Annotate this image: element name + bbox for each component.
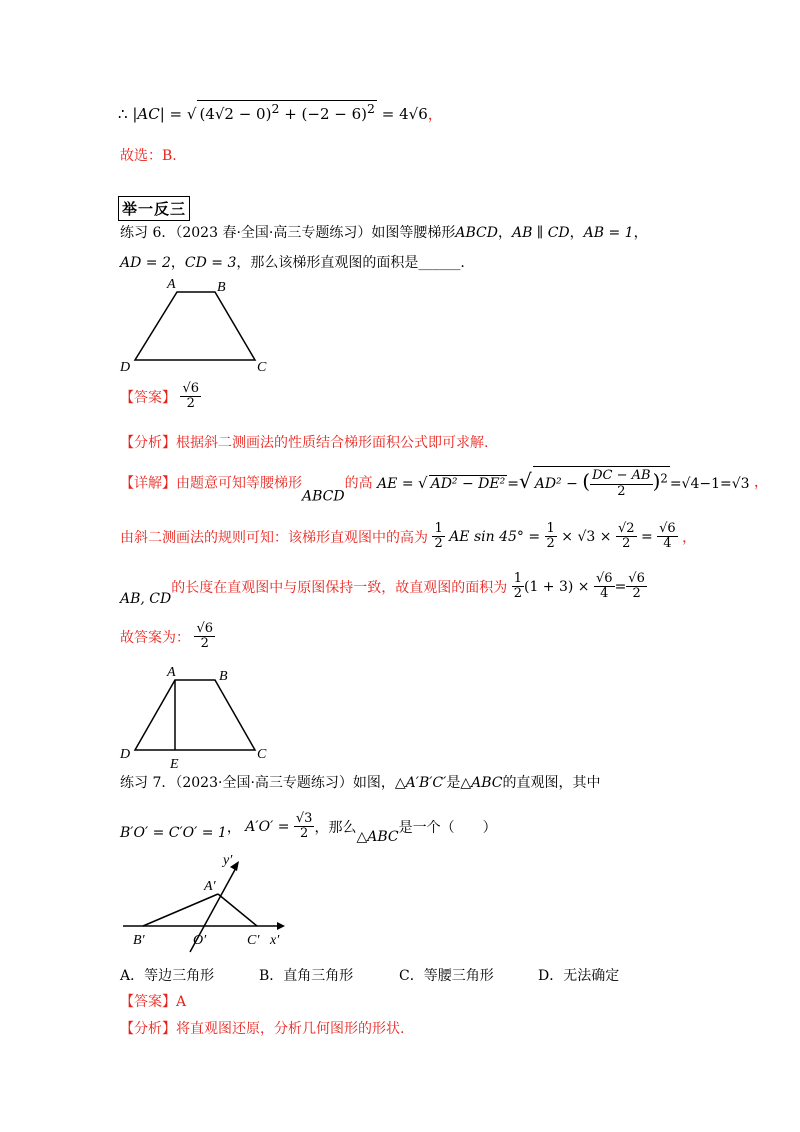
dc-ab: DC − AB: [592, 468, 651, 484]
answer-num: √6: [182, 381, 200, 396]
answer-blank: ______.: [418, 255, 465, 271]
ex6-question-line1: [120, 222, 648, 242]
ex6-parallel: AB ∥ CD: [511, 225, 570, 241]
side-ac: [218, 894, 257, 926]
sep: ，: [497, 225, 512, 241]
section-title: 举一反三: [118, 196, 190, 221]
vertex-b-prime-label: B′: [133, 933, 145, 948]
vertex-d-label: D: [120, 360, 131, 375]
detail-text2: 的高: [344, 475, 373, 492]
analysis-label: 【分析】: [120, 435, 176, 451]
line3-formula: [512, 571, 647, 602]
ac-formula-line: ∴ |AC| = √ $(4√2 - 0)^2 + (-2 - 6)^2 = 4√6$，: [118, 101, 443, 123]
sep: ，: [569, 225, 584, 241]
sqrt6-num: √6: [659, 521, 676, 536]
answer-value: A: [176, 994, 187, 1010]
comma: ，: [427, 105, 443, 123]
ex7-text3: 的直观图，其中: [502, 775, 601, 791]
sep: ，: [633, 225, 648, 241]
ac-length: |AC|: [132, 105, 165, 123]
half-num: 1: [434, 521, 443, 536]
ex7-source: （2023·全国·高三专题练习）: [175, 775, 353, 791]
radicand-term-1: 4√2 − 0: [205, 105, 266, 123]
option-c[interactable]: C．等腰三角形: [399, 968, 494, 984]
ex7-label: 练习 7．: [120, 775, 176, 791]
origin-o-prime-label: O′: [193, 933, 207, 948]
ex7-text5: 是一个（ ）: [398, 819, 497, 836]
x-axis-arrow: [277, 922, 285, 930]
final-den: 2: [632, 586, 641, 602]
ao-den: 2: [300, 826, 309, 842]
ao-num: √3: [295, 811, 313, 826]
ex6-text1: 如图等腰梯形: [371, 225, 456, 241]
detail-text1: 由题意可知等腰梯形: [176, 475, 302, 492]
ae-sin: AE sin 45° =: [449, 528, 541, 545]
vertex-a-label: A: [167, 665, 176, 680]
trapezoid-shape: [135, 292, 255, 360]
tri-prime: △A′B′C′: [394, 775, 447, 791]
ex6-detail-line1: [120, 466, 768, 504]
trapezoid-figure: [115, 275, 275, 375]
ex6-detail-line3: [120, 572, 647, 607]
y-axis-label: y′: [223, 853, 233, 868]
ex6-final-answer: [120, 622, 215, 652]
tri: △ABC: [460, 775, 503, 791]
vertex-b-label: B: [219, 669, 228, 684]
analysis-label: 【分析】: [120, 1021, 176, 1037]
ex7-question-line2: [120, 812, 497, 845]
line3-text: 的长度在直观图中与原图保持一致，故直观图的面积为: [171, 579, 508, 596]
ex6-cd: CD = 3: [184, 255, 237, 271]
oblique-triangle-figure: [115, 850, 295, 955]
detail-ae-formula: AE = √ AD² − DE² =√ AD² − ( $\frac{DC - AB}{2}$ )$^2$ =√4−1=√3: [377, 476, 754, 492]
vertex-a-prime-label: A′: [204, 879, 216, 894]
vertex-c-prime-label: C′: [247, 933, 260, 948]
half-den: 2: [513, 586, 522, 602]
square-exp: 2: [660, 471, 668, 486]
answer-label: 【答案】: [120, 994, 176, 1010]
comma: ，: [682, 529, 697, 546]
equals: =: [640, 528, 653, 545]
ab-cd: AB, CD: [120, 590, 172, 607]
ex6-analysis: [120, 432, 488, 452]
vertex-b-label: B: [217, 280, 226, 295]
half-den: 2: [546, 536, 555, 552]
answer-den: 2: [186, 396, 195, 412]
sqrt-ad-de: AD² − DE²: [430, 476, 506, 492]
answer-fraction: [180, 382, 201, 412]
ex7-text1: 如图，: [352, 775, 395, 791]
ex7-text4: ，那么: [314, 819, 357, 836]
foot-e-label: E: [170, 757, 179, 770]
ex6-detail-line2: [120, 522, 696, 552]
ac-result: = 4√6: [381, 105, 428, 123]
therefore-symbol: ∴: [118, 105, 128, 123]
vertex-d-label: D: [120, 747, 131, 762]
ex6-abcd: ABCD: [455, 225, 498, 241]
answer-label: 【答案】: [120, 389, 176, 406]
vertex-c-label: C: [257, 360, 267, 375]
sep: ，: [170, 255, 185, 271]
bo-co: B′O′ = C′O′ = 1: [120, 824, 227, 841]
equals-sign: =: [169, 105, 183, 123]
sqrt6-den: 4: [663, 536, 672, 552]
ex7-text2: 是: [446, 775, 461, 791]
ex7-answer: [120, 991, 186, 1011]
ae-lhs: AE =: [377, 476, 419, 492]
four-den: 4: [600, 586, 609, 602]
analysis-text: 将直观图还原，分析几何图形的形状.: [176, 1021, 405, 1037]
option-d[interactable]: D．无法确定: [538, 968, 620, 984]
ex6-ad: AD = 2: [120, 255, 171, 271]
ex6-answer-line: [120, 382, 201, 412]
option-a[interactable]: A．等边三角形: [120, 968, 215, 984]
equals: =: [614, 578, 627, 595]
sqrt6-num: √6: [596, 571, 613, 586]
choice-line: 故选：B.: [120, 148, 177, 164]
ex6-ab: AB = 1: [583, 225, 634, 241]
ae-tail: =√4−1=√3: [669, 476, 750, 492]
half-den: 2: [434, 536, 443, 552]
sqrt2-num: √2: [617, 521, 635, 536]
final-num: √6: [628, 571, 645, 586]
tri-2: △ABC: [356, 828, 399, 845]
ex6-label: 练习 6．: [120, 225, 176, 241]
ex6-question-line2: [120, 252, 465, 272]
final-den: 2: [200, 636, 209, 652]
ex7-question-line1: [120, 772, 600, 792]
comma: ，: [754, 474, 769, 491]
x-axis-label: x′: [270, 933, 280, 948]
detail-label: 【详解】: [120, 475, 176, 492]
final-label: 故答案为：: [120, 629, 190, 646]
line2-text: 由斜二测画法的规则可知：该梯形直观图中的高为: [120, 529, 428, 546]
ex6-text2: ，那么该梯形直观图的面积是: [236, 255, 419, 271]
sqrt-body: $(4√2 - 0)^2 + (-2 - 6)^2$: [199, 101, 375, 123]
final-num: √6: [196, 621, 214, 636]
option-b[interactable]: B．直角三角形: [259, 968, 354, 984]
sep: ，: [226, 819, 241, 836]
trapezoid-height-figure: [115, 660, 275, 770]
half-num: 1: [513, 571, 522, 586]
sqrt-ad: AD² −: [534, 476, 583, 492]
analysis-text: 根据斜二测画法的性质结合梯形面积公式即可求解.: [176, 435, 489, 451]
two: 2: [617, 483, 626, 499]
ao-lhs: A′O′ =: [245, 818, 290, 835]
times-sqrt3: × √3 ×: [561, 528, 612, 545]
trapezoid-shape-2: [135, 680, 255, 750]
sum-times: (1 + 3) ×: [523, 578, 590, 595]
vertex-a-label: A: [167, 277, 176, 292]
detail-abcd: ABCD: [302, 488, 345, 505]
vertex-c-label: C: [257, 747, 267, 762]
radicand-term-2: −2 − 6: [307, 105, 362, 123]
sqrt2-den: 2: [622, 536, 631, 552]
half-num: 1: [546, 521, 555, 536]
ex6-source: （2023 春·全国·高三专题练习）: [175, 225, 372, 241]
ex7-analysis: [120, 1018, 404, 1038]
line2-formula: [432, 521, 682, 552]
